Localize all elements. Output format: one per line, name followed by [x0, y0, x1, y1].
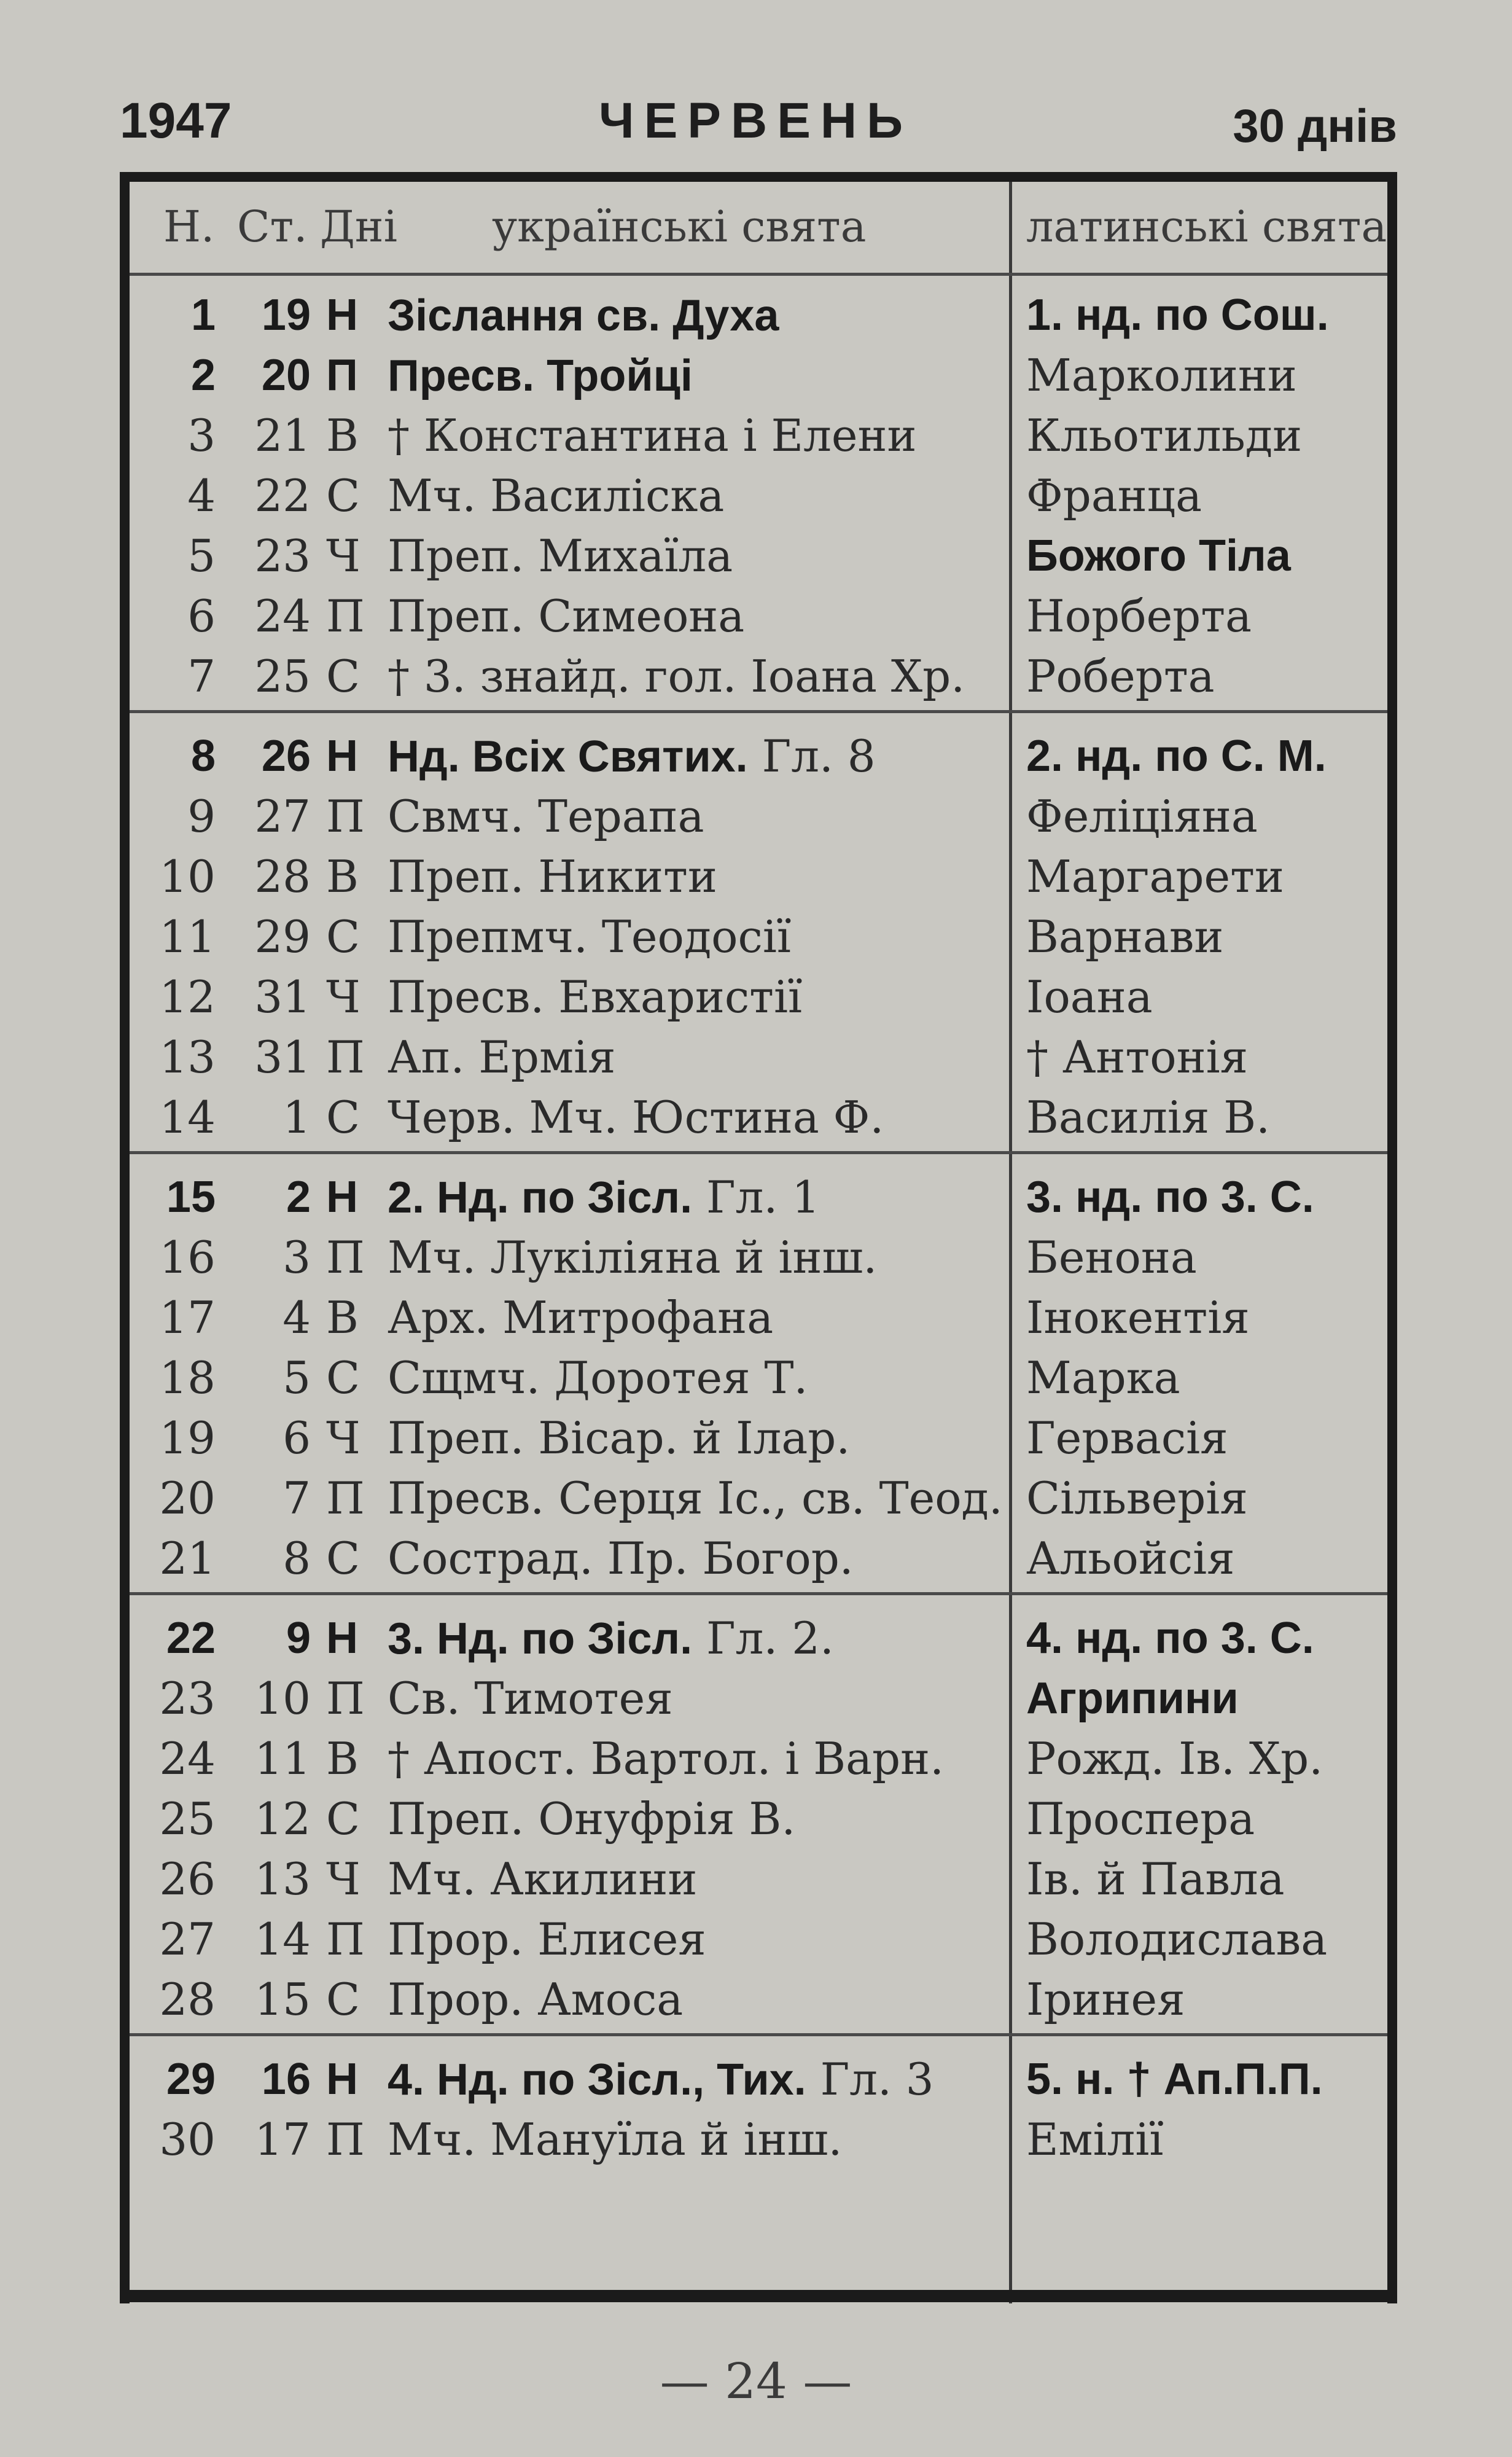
ukrainian-feast [388, 586, 744, 646]
old-style-date: 13 [254, 1853, 311, 1905]
new-style-date: 29 [166, 2055, 216, 2104]
week-divider [130, 710, 1387, 713]
old-style-date: 10 [254, 1673, 311, 1724]
calendar-table [120, 172, 1397, 2303]
latin-feast: 2. нд. по С. М. [1026, 732, 1327, 781]
ukrainian-feast-name: Прор. Амоса [388, 1974, 684, 2025]
ukrainian-feast [388, 846, 717, 907]
latin-feast: Інокентія [1026, 1292, 1250, 1343]
old-style-date: 22 [254, 470, 311, 521]
old-style-date: 1 [283, 1092, 311, 1143]
old-style-date: 23 [254, 530, 311, 582]
day-row [130, 1287, 1387, 1348]
old-style-date: 17 [254, 2114, 311, 2165]
weekday: С [326, 650, 360, 702]
page-number: — 24 — [660, 2353, 852, 2410]
new-style-date: 7 [187, 650, 216, 702]
page-header [120, 86, 1397, 160]
ukrainian-feast-name: Св. Тимотея [388, 1673, 673, 1724]
old-style-date: 25 [254, 650, 311, 702]
day-row [130, 1087, 1387, 1147]
new-style-date: 3 [187, 410, 216, 461]
ukrainian-feast-name: Пресв. Тройці [388, 351, 693, 400]
new-style-date: 10 [159, 851, 216, 902]
weekday: С [326, 1974, 360, 2025]
new-style-date: 13 [159, 1031, 216, 1083]
ukrainian-feast [388, 646, 965, 706]
latin-feast: 4. нд. по 3. С. [1026, 1614, 1314, 1663]
ukrainian-feast [388, 1468, 1003, 1528]
old-style-date: 26 [261, 732, 311, 781]
weekday: Н [326, 2055, 358, 2104]
new-style-date: 6 [187, 590, 216, 642]
weekday: Ч [326, 530, 360, 582]
ukrainian-feast [388, 1027, 615, 1087]
ukrainian-feast-name: Пресв. Серця Іс., св. Теод. [388, 1472, 1003, 1524]
col-header-ukrainian: українські свята [492, 201, 867, 252]
weekday: П [326, 1232, 365, 1283]
month-title: ЧЕРВЕНЬ [599, 93, 913, 149]
new-style-date: 12 [159, 971, 216, 1023]
new-style-date: 5 [187, 530, 216, 582]
weekday: Ч [326, 1412, 360, 1464]
ukrainian-feast-name: Мч. Лукіліяна й інш. [388, 1232, 878, 1283]
day-row [130, 846, 1387, 907]
day-row [130, 345, 1387, 405]
ukrainian-feast [388, 726, 876, 787]
frame-bottom-rule [120, 2290, 1397, 2302]
weekday: Ч [326, 971, 360, 1023]
latin-feast: Маргарети [1026, 851, 1284, 902]
new-style-date: 21 [159, 1533, 216, 1584]
latin-feast: 5. н. † Ап.П.П. [1026, 2055, 1323, 2104]
day-row [130, 466, 1387, 526]
weekday: П [326, 1472, 365, 1524]
ukrainian-feast-name: Мч. Акилини [388, 1853, 698, 1905]
week-divider [130, 1151, 1387, 1154]
latin-feast: Емілії [1026, 2114, 1164, 2165]
ukrainian-feast-name: Преп. Никити [388, 851, 717, 902]
old-style-date: 7 [283, 1472, 311, 1524]
weekday: С [326, 911, 360, 963]
latin-feast: Василія В. [1026, 1092, 1271, 1143]
col-header-days: Дні [320, 201, 397, 252]
ukrainian-feast [388, 285, 779, 346]
old-style-date: 31 [254, 971, 311, 1023]
new-style-date: 15 [166, 1173, 216, 1222]
ukrainian-feast [388, 1087, 884, 1147]
old-style-date: 8 [283, 1533, 311, 1584]
ukrainian-feast [388, 1348, 808, 1408]
old-style-date: 21 [254, 410, 311, 461]
column-headers [130, 182, 1387, 268]
latin-feast: Феліціяна [1026, 791, 1258, 842]
weekday: П [326, 791, 365, 842]
col-header-new: Н. [163, 201, 215, 252]
old-style-date: 15 [254, 1974, 311, 2025]
day-row [130, 786, 1387, 846]
day-row [130, 1668, 1387, 1728]
new-style-date: 18 [159, 1352, 216, 1404]
old-style-date: 31 [254, 1031, 311, 1083]
day-row [130, 1528, 1387, 1588]
old-style-date: 4 [283, 1292, 311, 1343]
latin-feast: Сільверія [1026, 1472, 1248, 1524]
latin-feast: Проспера [1026, 1793, 1255, 1845]
latin-feast: Бенона [1026, 1232, 1197, 1283]
weekday: Н [326, 1614, 358, 1663]
old-style-date: 16 [261, 2055, 311, 2104]
ukrainian-feast-name: Мч. Василіска [388, 470, 725, 521]
weekday: С [326, 1352, 360, 1404]
tone-note: Гл. 2. [692, 1612, 834, 1664]
new-style-date: 11 [159, 911, 216, 963]
old-style-date: 24 [254, 590, 311, 642]
latin-feast: Франца [1026, 470, 1202, 521]
ukrainian-feast [388, 466, 724, 526]
latin-feast: † Антонія [1026, 1031, 1249, 1083]
tone-note: Гл. 1 [692, 1171, 820, 1223]
weekday: Н [326, 291, 358, 340]
ukrainian-feast-name: 3. Нд. по Зісл. [388, 1614, 693, 1663]
ukrainian-feast-name: Сострад. Пр. Богор. [388, 1533, 854, 1584]
ukrainian-feast [388, 1728, 944, 1789]
day-row [130, 2049, 1387, 2109]
latin-feast: Альойсія [1026, 1533, 1235, 1584]
ukrainian-feast-name: Зіслання св. Духа [388, 291, 779, 340]
old-style-date: 12 [254, 1793, 311, 1845]
days-count: 30 днів [1233, 100, 1397, 152]
ukrainian-feast [388, 2109, 842, 2170]
weekday: С [326, 470, 360, 521]
latin-feast: Норберта [1026, 590, 1252, 642]
latin-feast: Володислава [1026, 1913, 1328, 1965]
ukrainian-feast-name: † Константина і Елени [388, 410, 917, 461]
weekday: С [326, 1533, 360, 1584]
ukrainian-feast [388, 526, 733, 586]
header-divider [130, 273, 1387, 276]
week-divider [130, 2033, 1387, 2036]
weekday: В [326, 410, 359, 461]
new-style-date: 30 [159, 2114, 216, 2165]
ukrainian-feast-name: Нд. Всіх Святих. [388, 732, 748, 781]
old-style-date: 27 [254, 791, 311, 842]
day-row [130, 907, 1387, 967]
tone-note: Гл. 8 [747, 730, 876, 782]
weekday: В [326, 1292, 359, 1343]
new-style-date: 2 [190, 351, 216, 400]
new-style-date: 16 [159, 1232, 216, 1283]
old-style-date: 19 [261, 291, 311, 340]
new-style-date: 28 [159, 1974, 216, 2025]
day-row [130, 586, 1387, 646]
ukrainian-feast [388, 2049, 934, 2110]
weekday: П [326, 1673, 365, 1724]
ukrainian-feast [388, 1167, 820, 1228]
old-style-date: 9 [286, 1614, 311, 1663]
year: 1947 [120, 93, 232, 149]
new-style-date: 4 [187, 470, 216, 521]
weekday: В [326, 851, 359, 902]
latin-feast: Іринея [1026, 1974, 1185, 2025]
day-row [130, 726, 1387, 786]
ukrainian-feast-name: Черв. Мч. Юстина Ф. [388, 1092, 884, 1143]
ukrainian-feast-name: Преп. Вісар. й Ілар. [388, 1412, 851, 1464]
new-style-date: 14 [159, 1092, 216, 1143]
ukrainian-feast-name: † 3. знайд. гол. Іоана Хр. [388, 650, 965, 702]
ukrainian-feast-name: Пресв. Евхаристії [388, 971, 803, 1023]
old-style-date: 5 [283, 1352, 311, 1404]
ukrainian-feast [388, 1528, 854, 1588]
ukrainian-feast [388, 405, 916, 466]
latin-feast: Варнави [1026, 911, 1224, 963]
new-style-date: 1 [190, 291, 216, 340]
day-row [130, 1348, 1387, 1408]
new-style-date: 25 [159, 1793, 216, 1845]
ukrainian-feast [388, 1789, 795, 1849]
latin-feast: Іоана [1026, 971, 1153, 1023]
ukrainian-feast-name: Ап. Ермія [388, 1031, 616, 1083]
ukrainian-feast-name: Сщмч. Доротея Т. [388, 1352, 808, 1404]
day-row [130, 1408, 1387, 1468]
latin-feast: Ів. й Павла [1026, 1853, 1285, 1905]
weekday: Н [326, 1173, 358, 1222]
ukrainian-feast [388, 786, 704, 846]
ukrainian-feast [388, 907, 791, 967]
latin-feast: Рожд. Ів. Хр. [1026, 1733, 1323, 1784]
new-style-date: 20 [159, 1472, 216, 1524]
ukrainian-feast [388, 1608, 834, 1669]
weekday: Н [326, 732, 358, 781]
day-row [130, 285, 1387, 345]
new-style-date: 8 [190, 732, 216, 781]
col-header-old: Ст. [237, 201, 308, 252]
ukrainian-feast-name: 2. Нд. по Зісл. [388, 1173, 693, 1222]
ukrainian-feast-name: Преп. Симеона [388, 590, 745, 642]
ukrainian-feast-name: Мч. Мануїла й інш. [388, 2114, 843, 2165]
old-style-date: 14 [254, 1913, 311, 1965]
latin-feast: Марколини [1026, 350, 1297, 401]
day-row [130, 1969, 1387, 2029]
day-row [130, 646, 1387, 706]
weekday: П [326, 351, 358, 400]
day-row [130, 1227, 1387, 1287]
old-style-date: 28 [254, 851, 311, 902]
day-row [130, 1167, 1387, 1227]
latin-feast: 3. нд. по 3. С. [1026, 1173, 1314, 1222]
latin-feast: Марка [1026, 1352, 1180, 1404]
weekday: Ч [326, 1853, 360, 1905]
new-style-date: 19 [159, 1412, 216, 1464]
old-style-date: 6 [283, 1412, 311, 1464]
ukrainian-feast [388, 1287, 773, 1348]
new-style-date: 23 [159, 1673, 216, 1724]
ukrainian-feast-name: Свмч. Терапа [388, 791, 704, 842]
old-style-date: 2 [286, 1173, 311, 1222]
latin-feast: 1. нд. по Сош. [1026, 291, 1329, 340]
ukrainian-feast [388, 1668, 673, 1728]
day-row [130, 2109, 1387, 2170]
old-style-date: 20 [261, 351, 311, 400]
new-style-date: 27 [159, 1913, 216, 1965]
ukrainian-feast-name: Препмч. Теодосії [388, 911, 791, 963]
weekday: С [326, 1793, 360, 1845]
latin-feast: Гервасія [1026, 1412, 1228, 1464]
ukrainian-feast-name: Арх. Митрофана [388, 1292, 774, 1343]
day-row [130, 967, 1387, 1027]
latin-feast: Божого Тіла [1026, 531, 1291, 580]
ukrainian-feast [388, 967, 802, 1027]
ukrainian-feast [388, 1909, 706, 1969]
day-row [130, 1728, 1387, 1789]
ukrainian-feast [388, 1227, 877, 1287]
latin-feast: Агрипини [1026, 1674, 1239, 1723]
weekday: П [326, 2114, 365, 2165]
ukrainian-feast-name: † Апост. Вартол. і Варн. [388, 1733, 945, 1784]
col-header-latin: латинські свята [1026, 201, 1387, 252]
ukrainian-feast-name: Преп. Онуфрія В. [388, 1793, 796, 1845]
day-row [130, 1849, 1387, 1909]
old-style-date: 11 [254, 1733, 311, 1784]
ukrainian-feast [388, 1408, 850, 1468]
day-row [130, 1789, 1387, 1849]
new-style-date: 9 [187, 791, 216, 842]
weekday: П [326, 1913, 365, 1965]
day-row [130, 1468, 1387, 1528]
weekday: С [326, 1092, 360, 1143]
weekday: П [326, 1031, 365, 1083]
new-style-date: 24 [159, 1733, 216, 1784]
week-divider [130, 1592, 1387, 1595]
weekday: П [326, 590, 365, 642]
latin-feast: Роберта [1026, 650, 1215, 702]
new-style-date: 22 [166, 1614, 216, 1663]
day-row [130, 405, 1387, 466]
day-row [130, 1027, 1387, 1087]
ukrainian-feast [388, 345, 693, 406]
day-row [130, 1909, 1387, 1969]
ukrainian-feast [388, 1969, 683, 2029]
new-style-date: 26 [159, 1853, 216, 1905]
ukrainian-feast-name: Прор. Елисея [388, 1913, 706, 1965]
ukrainian-feast-name: 4. Нд. по Зісл., Тих. [388, 2055, 806, 2104]
old-style-date: 29 [254, 911, 311, 963]
latin-feast: Кльотильди [1026, 410, 1303, 461]
new-style-date: 17 [159, 1292, 216, 1343]
old-style-date: 3 [283, 1232, 311, 1283]
ukrainian-feast-name: Преп. Михаїла [388, 530, 733, 582]
tone-note: Гл. 3 [806, 2053, 934, 2105]
day-row [130, 1608, 1387, 1668]
day-row [130, 526, 1387, 586]
weekday: В [326, 1733, 359, 1784]
ukrainian-feast [388, 1849, 697, 1909]
